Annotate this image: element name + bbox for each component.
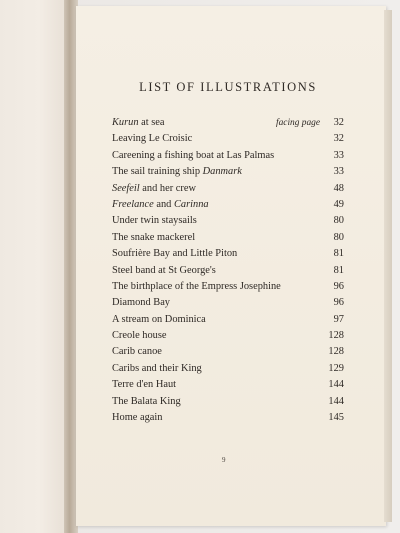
illustration-title <box>112 328 326 344</box>
title-segment: and her crew <box>139 182 196 194</box>
title-segment: Soufrière Bay and Little Piton <box>112 248 238 260</box>
page-ref: 96 <box>333 297 344 309</box>
page-edge <box>384 10 392 522</box>
page-title: LIST OF ILLUSTRATIONS <box>139 80 317 94</box>
page-ref: 32 <box>333 133 344 145</box>
list-item <box>112 197 344 213</box>
illustration-title <box>112 295 326 311</box>
title-segment: Carinna <box>173 198 209 210</box>
illustration-title <box>112 213 326 229</box>
illustration-title <box>112 148 326 164</box>
illustration-title <box>112 377 326 393</box>
page-ref: 81 <box>333 264 344 276</box>
illustration-title <box>112 131 326 147</box>
title-segment: The Balata King <box>112 395 181 407</box>
illustration-title <box>112 115 276 131</box>
illustrations-list <box>112 115 344 426</box>
title-segment: Home again <box>112 412 163 424</box>
title-segment: Diamond Bay <box>112 297 171 309</box>
page-ref: 49 <box>333 198 344 210</box>
list-item <box>112 263 344 279</box>
page-ref: 128 <box>328 330 344 342</box>
title-segment: Terre d'en Haut <box>112 379 177 391</box>
list-item <box>112 115 344 131</box>
title-segment: The sail training ship <box>112 166 203 178</box>
page-content <box>112 80 344 426</box>
list-item <box>112 410 344 426</box>
title-segment: Seefeil <box>112 182 140 194</box>
page-ref: 80 <box>333 215 344 227</box>
illustration-title <box>112 263 326 279</box>
illustration-title <box>112 197 326 213</box>
title-segment: Leaving Le Croisic <box>112 133 193 145</box>
page-ref: 81 <box>333 248 344 260</box>
title-segment: Under twin staysails <box>112 215 197 227</box>
title-segment: Danmark <box>202 166 242 178</box>
page-ref: 144 <box>328 379 344 391</box>
list-item <box>112 213 344 229</box>
list-item <box>112 230 344 246</box>
illustration-title <box>112 394 326 410</box>
page-ref: 145 <box>328 412 344 424</box>
list-item <box>112 295 344 311</box>
list-item <box>112 344 344 360</box>
list-item <box>112 164 344 180</box>
list-item <box>112 394 344 410</box>
title-segment: The birthplace of the Empress Josephine <box>112 280 281 292</box>
illustration-title <box>112 164 326 180</box>
list-item <box>112 246 344 262</box>
left-page <box>0 0 66 533</box>
page-number: 9 <box>222 456 226 464</box>
page-ref: 128 <box>328 346 344 358</box>
page-ref: 48 <box>333 182 344 194</box>
title-segment: Kurun <box>112 117 139 128</box>
page-ref: 144 <box>328 395 344 407</box>
illustration-title <box>112 181 326 197</box>
illustration-title <box>112 230 326 246</box>
title-segment: Careening a fishing boat at Las Palmas <box>112 149 275 161</box>
title-segment: and <box>153 198 174 210</box>
illustration-title <box>112 410 326 426</box>
page-ref: 32 <box>333 117 344 128</box>
list-item <box>112 131 344 147</box>
illustration-title <box>112 246 326 262</box>
illustration-title <box>112 279 326 295</box>
right-page <box>76 6 386 526</box>
illustration-title <box>112 344 326 360</box>
illustration-title <box>112 361 326 377</box>
page-ref: 33 <box>333 149 344 161</box>
title-segment: Steel band at St George's <box>112 264 216 276</box>
list-item <box>112 279 344 295</box>
list-item <box>112 148 344 164</box>
facing-page-label: facing page <box>275 118 320 128</box>
title-segment: Creole house <box>112 330 167 342</box>
illustration-title <box>112 312 326 328</box>
list-item <box>112 377 344 393</box>
list-item <box>112 328 344 344</box>
list-item <box>112 181 344 197</box>
page-ref: 97 <box>333 313 344 325</box>
list-item <box>112 312 344 328</box>
page-ref: 96 <box>333 280 344 292</box>
title-segment: Freelance <box>112 198 154 210</box>
title-segment: A stream on Dominica <box>112 313 206 325</box>
page-ref: 80 <box>333 231 344 243</box>
title-segment: Carib canoe <box>112 346 162 358</box>
title-segment: Caribs and their King <box>112 362 202 374</box>
title-segment: at sea <box>138 117 165 128</box>
page-ref: 129 <box>328 362 344 374</box>
title-segment: The snake mackerel <box>112 231 196 243</box>
list-item <box>112 361 344 377</box>
page-ref: 33 <box>333 166 344 178</box>
